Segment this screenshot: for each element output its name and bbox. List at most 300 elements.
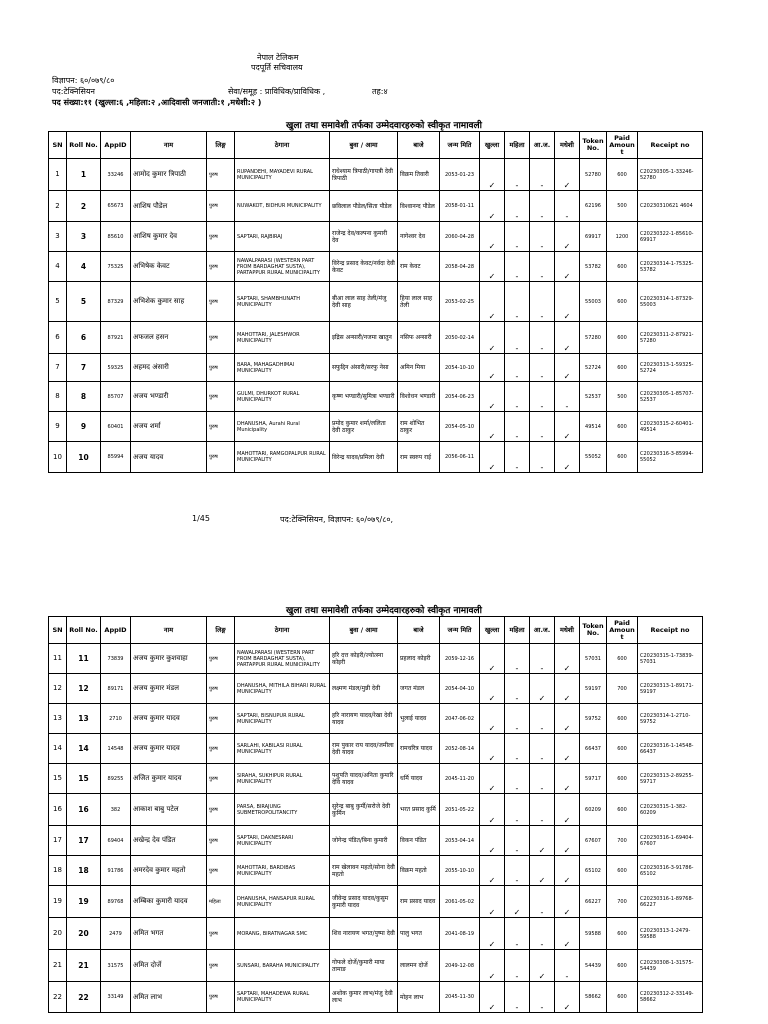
paid-amount: 600: [607, 794, 638, 826]
date-of-birth: 2056-06-11: [440, 442, 480, 473]
date-of-birth: 2054-05-10: [440, 412, 480, 442]
app-id: 2710: [101, 704, 131, 734]
column-header: महिला: [505, 617, 530, 644]
roll-number: 2: [67, 191, 101, 222]
open-quota-mark: ✓: [480, 764, 505, 794]
serial-number: 8: [49, 382, 67, 412]
table-title-page1: खुला तथा समावेशी तर्फका उम्मेदवारहरुको स्वीकृत नामावली: [286, 121, 482, 131]
paid-amount: 600: [607, 159, 638, 191]
open-quota-mark: ✓: [480, 794, 505, 826]
madhesi-quota-mark: ✓: [555, 354, 580, 382]
candidate-name: अजित कुमार यादव: [131, 764, 207, 794]
table-row: [49, 159, 703, 191]
serial-number: 2: [49, 191, 67, 222]
indigenous-quota-mark: -: [530, 918, 555, 950]
date-of-birth: 2058-01-11: [440, 191, 480, 222]
grandfather: मोहन लाभ: [398, 982, 440, 1013]
app-id: 60401: [101, 412, 131, 442]
org-name: नेपाल टेलिकम: [257, 53, 299, 62]
column-header: SN: [49, 132, 67, 159]
column-header: नाम: [131, 617, 207, 644]
indigenous-quota-mark: -: [530, 382, 555, 412]
token-number: 55003: [580, 282, 607, 322]
table-row: [49, 982, 703, 1013]
madhesi-quota-mark: ✓: [555, 322, 580, 354]
parents: प्रमोद कुमार शर्मा/ललिता देवी ठाकुर: [330, 412, 398, 442]
serial-number: 13: [49, 704, 67, 734]
address: GULMI, DHURKOT RURAL MUNICIPALITY: [235, 382, 330, 412]
serial-number: 11: [49, 644, 67, 674]
column-header: आ.ज.: [530, 617, 555, 644]
token-number: 59588: [580, 918, 607, 950]
date-of-birth: 2061-05-02: [440, 886, 480, 918]
roll-number: 12: [67, 674, 101, 704]
table-row: [49, 794, 703, 826]
token-number: 57031: [580, 644, 607, 674]
candidate-name: अजय शर्मा: [131, 412, 207, 442]
table-row: [49, 252, 703, 282]
table-row: [49, 674, 703, 704]
gender: पुरुष: [207, 644, 235, 674]
table-row: [49, 412, 703, 442]
date-of-birth: 2060-04-28: [440, 222, 480, 252]
table-title-page2: खुला तथा समावेशी तर्फका उम्मेदवारहरुको स्वीकृत नामावली: [286, 606, 482, 616]
female-quota-mark: -: [505, 322, 530, 354]
receipt-number: C20230322-1-85610-69917: [638, 222, 703, 252]
serial-number: 6: [49, 322, 67, 354]
receipt-number: C20230316-3-85994-55052: [638, 442, 703, 473]
column-header: Receipt no: [638, 617, 703, 644]
column-header: बाजे: [398, 617, 440, 644]
table-row: [49, 826, 703, 856]
app-id: 85994: [101, 442, 131, 473]
candidate-table-page2: [48, 616, 703, 1013]
paid-amount: 600: [607, 282, 638, 322]
candidate-table-page1: [48, 131, 703, 473]
table-row: [49, 282, 703, 322]
table-body-page2: [49, 644, 703, 1013]
gender: पुरुष: [207, 159, 235, 191]
female-quota-mark: -: [505, 412, 530, 442]
serial-number: 16: [49, 794, 67, 826]
candidate-name: अमरदेव कुमार महतो: [131, 856, 207, 886]
paid-amount: 600: [607, 644, 638, 674]
serial-number: 1: [49, 159, 67, 191]
date-of-birth: 2051-05-22: [440, 794, 480, 826]
token-number: 65102: [580, 856, 607, 886]
receipt-number: C20230311-2-87921-57280: [638, 322, 703, 354]
token-number: 57280: [580, 322, 607, 354]
column-header: Roll No.: [67, 132, 101, 159]
parents: विरेन्द्र प्रसाद केवट/नर्वदा देवी केवट: [330, 252, 398, 282]
parents: गोफले दोर्जे/कुमारी माया तामाङ: [330, 950, 398, 982]
date-of-birth: 2055-10-10: [440, 856, 480, 886]
female-quota-mark: -: [505, 764, 530, 794]
female-quota-mark: -: [505, 222, 530, 252]
receipt-number: C20230315-1-73839-57031: [638, 644, 703, 674]
roll-number: 4: [67, 252, 101, 282]
roll-number: 18: [67, 856, 101, 886]
madhesi-quota-mark: ✓: [555, 282, 580, 322]
grandfather: राम प्रसाद यादव: [398, 886, 440, 918]
paid-amount: 600: [607, 982, 638, 1013]
date-of-birth: 2049-12-08: [440, 950, 480, 982]
female-quota-mark: -: [505, 734, 530, 764]
receipt-number: C20230310621 4604: [638, 191, 703, 222]
column-header: आ.ज.: [530, 132, 555, 159]
column-header: ठेगाना: [235, 617, 330, 644]
madhesi-quota-mark: ✓: [555, 982, 580, 1013]
app-id: 33149: [101, 982, 131, 1013]
receipt-number: C20230315-2-60401-49514: [638, 412, 703, 442]
roll-number: 6: [67, 322, 101, 354]
candidate-name: अजय कुमार कुशवाहा: [131, 644, 207, 674]
paid-amount: 600: [607, 252, 638, 282]
parents: राम खेलावन महतो/सोना देवी महतो: [330, 856, 398, 886]
date-of-birth: 2041-08-19: [440, 918, 480, 950]
open-quota-mark: ✓: [480, 644, 505, 674]
address: SARLAHI, KABILASI RURAL MUNICIPALITY: [235, 734, 330, 764]
candidate-name: अजय कुमार यादव: [131, 704, 207, 734]
madhesi-quota-mark: ✓: [555, 886, 580, 918]
date-of-birth: 2050-02-14: [440, 322, 480, 354]
madhesi-quota-mark: -: [555, 382, 580, 412]
paid-amount: 600: [607, 950, 638, 982]
paid-amount: 500: [607, 382, 638, 412]
app-id: 382: [101, 794, 131, 826]
roll-number: 16: [67, 794, 101, 826]
date-of-birth: 2058-04-28: [440, 252, 480, 282]
indigenous-quota-mark: -: [530, 886, 555, 918]
column-header: महिला: [505, 132, 530, 159]
open-quota-mark: ✓: [480, 252, 505, 282]
grandfather: हिया लाल साह तेली: [398, 282, 440, 322]
table-row: [49, 918, 703, 950]
female-quota-mark: -: [505, 644, 530, 674]
receipt-number: C20230316-1-14548-66437: [638, 734, 703, 764]
paid-amount: 600: [607, 354, 638, 382]
column-header: Roll No.: [67, 617, 101, 644]
female-quota-mark: -: [505, 159, 530, 191]
female-quota-mark: -: [505, 704, 530, 734]
date-of-birth: 2053-02-25: [440, 282, 480, 322]
paid-amount: 500: [607, 191, 638, 222]
table-row: [49, 734, 703, 764]
open-quota-mark: ✓: [480, 159, 505, 191]
open-quota-mark: ✓: [480, 322, 505, 354]
madhesi-quota-mark: ✓: [555, 674, 580, 704]
grandfather: धर्मि यादव: [398, 764, 440, 794]
roll-number: 3: [67, 222, 101, 252]
roll-number: 14: [67, 734, 101, 764]
column-header: लिङ्ग: [207, 617, 235, 644]
serial-number: 12: [49, 674, 67, 704]
table-row: [49, 704, 703, 734]
token-number: 54439: [580, 950, 607, 982]
parents: पशुपति यादव/अनिता कुमारि देवि यादव: [330, 764, 398, 794]
indigenous-quota-mark: -: [530, 794, 555, 826]
madhesi-quota-mark: ✓: [555, 644, 580, 674]
gender: पुरुष: [207, 222, 235, 252]
gender: पुरुष: [207, 412, 235, 442]
gender: पुरुष: [207, 856, 235, 886]
female-quota-mark: -: [505, 282, 530, 322]
candidate-name: अजय कुमार यादव: [131, 734, 207, 764]
address: MAHOTTARI, JALESHWOR MUNICIPALITY: [235, 322, 330, 354]
madhesi-quota-mark: ✓: [555, 918, 580, 950]
madhesi-quota-mark: ✓: [555, 442, 580, 473]
roll-number: 21: [67, 950, 101, 982]
gender: पुरुष: [207, 794, 235, 826]
indigenous-quota-mark: -: [530, 222, 555, 252]
roll-number: 1: [67, 159, 101, 191]
receipt-number: C20230316-1-89768-66227: [638, 886, 703, 918]
table-row: [49, 442, 703, 473]
app-id: 14548: [101, 734, 131, 764]
open-quota-mark: ✓: [480, 826, 505, 856]
app-id: 89255: [101, 764, 131, 794]
candidate-name: अभिषेक केवट: [131, 252, 207, 282]
female-quota-mark: -: [505, 442, 530, 473]
candidate-name: अखेन्द्र देव पंडित: [131, 826, 207, 856]
roll-number: 9: [67, 412, 101, 442]
receipt-number: C20230305-1-33246-52780: [638, 159, 703, 191]
app-id: 85610: [101, 222, 131, 252]
gender: पुरुष: [207, 764, 235, 794]
token-number: 52537: [580, 382, 607, 412]
parents: शिव नारायण भगत/पुष्पा देवी: [330, 918, 398, 950]
receipt-number: C20230313-2-89255-59717: [638, 764, 703, 794]
token-number: 59717: [580, 764, 607, 794]
serial-number: 3: [49, 222, 67, 252]
open-quota-mark: ✓: [480, 282, 505, 322]
address: DHANUSHA, Aurahi Rural Municipality: [235, 412, 330, 442]
serial-number: 22: [49, 982, 67, 1013]
indigenous-quota-mark: ✓: [530, 856, 555, 886]
parents: बीआ लाल साह तेली/मंजु देवी साह: [330, 282, 398, 322]
roll-number: 11: [67, 644, 101, 674]
female-quota-mark: -: [505, 950, 530, 982]
app-id: 73839: [101, 644, 131, 674]
parents: विरेन्द्र यादव/प्रमिला देवी: [330, 442, 398, 473]
parents: राम पुकार राय यादव/जमीला देवी यादव: [330, 734, 398, 764]
paid-amount: 700: [607, 826, 638, 856]
app-id: 89768: [101, 886, 131, 918]
table-row: [49, 856, 703, 886]
address: SAPTARI, DAKNESRARI MUNICIPALITY: [235, 826, 330, 856]
indigenous-quota-mark: ✓: [530, 674, 555, 704]
gender: पुरुष: [207, 252, 235, 282]
madhesi-quota-mark: ✓: [555, 734, 580, 764]
candidate-name: अजय कुमार मंडल: [131, 674, 207, 704]
token-number: 59752: [580, 704, 607, 734]
grandfather: लालमन दोर्जे: [398, 950, 440, 982]
indigenous-quota-mark: -: [530, 442, 555, 473]
gender: पुरुष: [207, 442, 235, 473]
column-header: Paid Amount: [607, 132, 638, 159]
candidate-name: अमित लाभ: [131, 982, 207, 1013]
date-of-birth: 2045-11-30: [440, 982, 480, 1013]
indigenous-quota-mark: -: [530, 354, 555, 382]
gender: पुरुष: [207, 826, 235, 856]
candidate-name: अजय यादव: [131, 442, 207, 473]
token-number: 55052: [580, 442, 607, 473]
date-of-birth: 2059-12-16: [440, 644, 480, 674]
column-header: मधेशी: [555, 132, 580, 159]
paid-amount: 600: [607, 412, 638, 442]
token-number: 69917: [580, 222, 607, 252]
candidate-name: अमित दोर्जे: [131, 950, 207, 982]
parents: जोगेन्द्र पंडित/बिना कुमारी: [330, 826, 398, 856]
paid-amount: 600: [607, 856, 638, 886]
token-number: 49514: [580, 412, 607, 442]
candidate-name: अहमद अंसारी: [131, 354, 207, 382]
serial-number: 18: [49, 856, 67, 886]
open-quota-mark: ✓: [480, 734, 505, 764]
parents: छविलाल पौडेल/सिता पौडेल: [330, 191, 398, 222]
candidate-name: अफजल हसन: [131, 322, 207, 354]
gender: पुरुष: [207, 918, 235, 950]
token-number: 52780: [580, 159, 607, 191]
service-line: सेवा/समूह : प्राविधिक/प्राविधिक ,: [228, 87, 326, 96]
indigenous-quota-mark: -: [530, 322, 555, 354]
receipt-number: C20230316-1-69404-67607: [638, 826, 703, 856]
address: DHANUSHA, HANSAPUR RURAL MUNICIPALITY: [235, 886, 330, 918]
column-header: जन्म मिति: [440, 617, 480, 644]
paid-amount: 600: [607, 764, 638, 794]
address: SAPTARI, RAJBIRAJ: [235, 222, 330, 252]
female-quota-mark: -: [505, 191, 530, 222]
column-header: बुवा / आमा: [330, 617, 398, 644]
open-quota-mark: ✓: [480, 950, 505, 982]
grandfather: विक्रम महतो: [398, 856, 440, 886]
female-quota-mark: -: [505, 918, 530, 950]
column-header: बाजे: [398, 132, 440, 159]
roll-number: 17: [67, 826, 101, 856]
address: SUNSARI, BARAHA MUNICIPALITY: [235, 950, 330, 982]
paid-amount: 600: [607, 704, 638, 734]
female-quota-mark: -: [505, 826, 530, 856]
token-number: 58662: [580, 982, 607, 1013]
receipt-number: C20230308-1-31575-54439: [638, 950, 703, 982]
date-of-birth: 2047-06-02: [440, 704, 480, 734]
grandfather: नागेश्वर देव: [398, 222, 440, 252]
column-header: खुल्ला: [480, 132, 505, 159]
app-id: 91786: [101, 856, 131, 886]
address: SAPTARI, MAHADEWA RURAL MUNICIPALITY: [235, 982, 330, 1013]
female-quota-mark: -: [505, 794, 530, 826]
table-row: [49, 354, 703, 382]
indigenous-quota-mark: -: [530, 191, 555, 222]
address: RUPANDEHI, MAYADEVI RURAL MUNICIPALITY: [235, 159, 330, 191]
footer-post-ad: पद:टेक्निसियन, विज्ञापन: ६०/०७९/८०,: [280, 515, 394, 524]
column-header: AppID: [101, 132, 131, 159]
gender: पुरुष: [207, 734, 235, 764]
candidate-name: आकाश बाबु पटेल: [131, 794, 207, 826]
grandfather: राम केवट: [398, 252, 440, 282]
token-number: 60209: [580, 794, 607, 826]
table-row: [49, 322, 703, 354]
receipt-number: C20230305-1-85707-52537: [638, 382, 703, 412]
app-id: 33246: [101, 159, 131, 191]
open-quota-mark: ✓: [480, 382, 505, 412]
grandfather: रामचरित्र यादव: [398, 734, 440, 764]
token-number: 67607: [580, 826, 607, 856]
paid-amount: 600: [607, 918, 638, 950]
female-quota-mark: -: [505, 354, 530, 382]
madhesi-quota-mark: -: [555, 950, 580, 982]
gender: पुरुष: [207, 282, 235, 322]
page-number: 1/45: [192, 514, 210, 523]
receipt-number: C20230315-1-382-60209: [638, 794, 703, 826]
roll-number: 15: [67, 764, 101, 794]
address: NUWAKOT, BIDHUR MUNICIPALITY: [235, 191, 330, 222]
receipt-number: C20230314-1-2710-59752: [638, 704, 703, 734]
token-number: 62196: [580, 191, 607, 222]
serial-number: 15: [49, 764, 67, 794]
grandfather: नसिफ अन्सारी: [398, 322, 440, 354]
column-header: Token No.: [580, 617, 607, 644]
app-id: 75325: [101, 252, 131, 282]
table-row: [49, 886, 703, 918]
indigenous-quota-mark: -: [530, 644, 555, 674]
madhesi-quota-mark: ✓: [555, 159, 580, 191]
grandfather: राम स्वरुप राई: [398, 442, 440, 473]
paid-amount: 600: [607, 734, 638, 764]
open-quota-mark: ✓: [480, 982, 505, 1013]
gender: पुरुष: [207, 382, 235, 412]
candidate-name: आशिष पौडेल: [131, 191, 207, 222]
column-header: नाम: [131, 132, 207, 159]
gender: पुरुष: [207, 191, 235, 222]
department-name: पदपूर्ति सचिवालय: [251, 63, 303, 72]
table-body-page1: [49, 159, 703, 473]
open-quota-mark: ✓: [480, 222, 505, 252]
open-quota-mark: ✓: [480, 354, 505, 382]
receipt-number: C20230312-2-33149-58662: [638, 982, 703, 1013]
receipt-number: C20230313-1-2479-59588: [638, 918, 703, 950]
column-header: जन्म मिति: [440, 132, 480, 159]
parents: हरि नारायण यादव/रेखा देवी यादव: [330, 704, 398, 734]
table-row: [49, 950, 703, 982]
grandfather: राम शोभित ठाकुर: [398, 412, 440, 442]
serial-number: 19: [49, 886, 67, 918]
grandfather: भरत प्रसाद कुर्मि: [398, 794, 440, 826]
gender: पुरुष: [207, 674, 235, 704]
serial-number: 9: [49, 412, 67, 442]
token-number: 59197: [580, 674, 607, 704]
address: PARSA, BIRAJUNG SUBMETROPOLITANCITY: [235, 794, 330, 826]
female-quota-mark: -: [505, 856, 530, 886]
parents: राजेन्द्र देव/कल्पना कुमारी देव: [330, 222, 398, 252]
address: MORANG, BIRATNAGAR SMC: [235, 918, 330, 950]
parents: कृष्ण भण्डारी/सुमित्रा भण्डारी: [330, 382, 398, 412]
madhesi-quota-mark: -: [555, 191, 580, 222]
receipt-number: C20230313-1-89171-59197: [638, 674, 703, 704]
paid-amount: 1200: [607, 222, 638, 252]
gender: पुरुष: [207, 322, 235, 354]
post-line: पद:टेक्निसियन: [52, 87, 95, 96]
female-quota-mark: -: [505, 982, 530, 1013]
roll-number: 8: [67, 382, 101, 412]
date-of-birth: 2054-04-10: [440, 674, 480, 704]
table-row: [49, 222, 703, 252]
indigenous-quota-mark: -: [530, 252, 555, 282]
app-id: 85707: [101, 382, 131, 412]
open-quota-mark: ✓: [480, 442, 505, 473]
serial-number: 7: [49, 354, 67, 382]
paid-amount: 600: [607, 322, 638, 354]
